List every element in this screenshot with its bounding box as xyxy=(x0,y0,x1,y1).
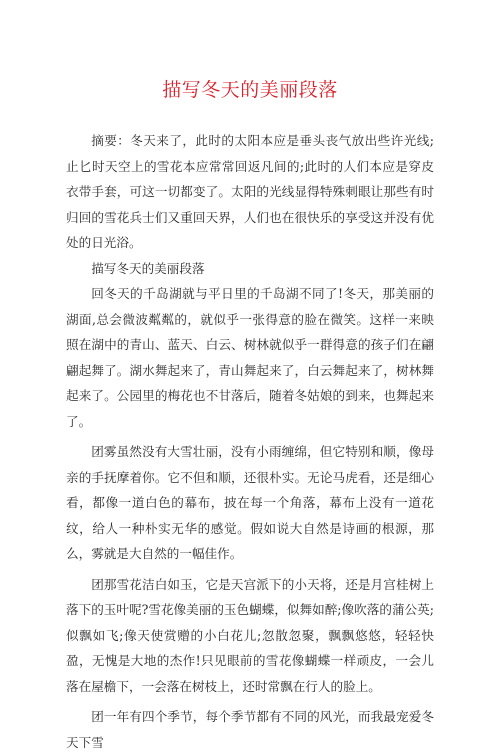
abstract-paragraph: 摘要：冬天来了，此时的太阳本应是垂头丧气放出些许光线;止匕时天空上的雪花本应常常回返凡间的;此时的人们本应是穿皮衣带手套，可这一切都变了。太阳的光线显得特殊刺眼让那些有时归回的雪花兵士们又重回天界，人们也在很快乐的享受这并没有优处的日光浴。 xyxy=(66,133,434,250)
body-paragraph: 团一年有四个季节，每个季节都有不同的风光，而我最宠爱冬天下雪 xyxy=(66,709,434,750)
document-title: 描写冬天的美丽段落 xyxy=(162,79,338,101)
body-paragraph: 团那雪花洁白如玉，它是天宫派下的小天将，还是月宫桂树上落下的玉叶呢?雪花像美丽的玉色蝴蝶，似舞如醉;像吹落的蒲公英;似飘如飞;像天使赏赠的小白花儿;忽散忽聚，飘飘悠悠，轻轻快盈，无愧是大地的杰作!只见眼前的雪花像蝴蝶一样顽皮，一会儿落在屋檐下，一会落在树枝上，还时常飘在行人的脸上。 xyxy=(66,576,434,694)
body-paragraph: 团雾虽然没有大雪壮丽，没有小雨缠绵，但它特别和顺，像母亲的手抚摩着你。它不但和顺，还很朴实。无论马虎看，还是细心看，都像一道白色的幕布，披在每一个角落，幕布上没有一道花纹，给人一种朴实无华的感觉。假如说大自然是诗画的根源，那么，雾就是大自然的一幅佳作。 xyxy=(66,444,434,561)
section-heading: 描写冬天的美丽段落 xyxy=(91,260,205,276)
body-paragraph: 回冬天的千岛湖就与平日里的千岛湖不同了!冬天，那美丽的湖面,总会微波粼粼的，就似乎一张得意的脸在微笑。这样一来映照在湖中的青山、蓝天、白云、树林就似乎一群得意的孩子们在翩翩起舞了。湖水舞起来了，青山舞起来了，白云舞起来了，树林舞起来了。公园里的梅花也不甘落后，随着冬姑娘的到来，也舞起来了。 xyxy=(66,286,434,429)
